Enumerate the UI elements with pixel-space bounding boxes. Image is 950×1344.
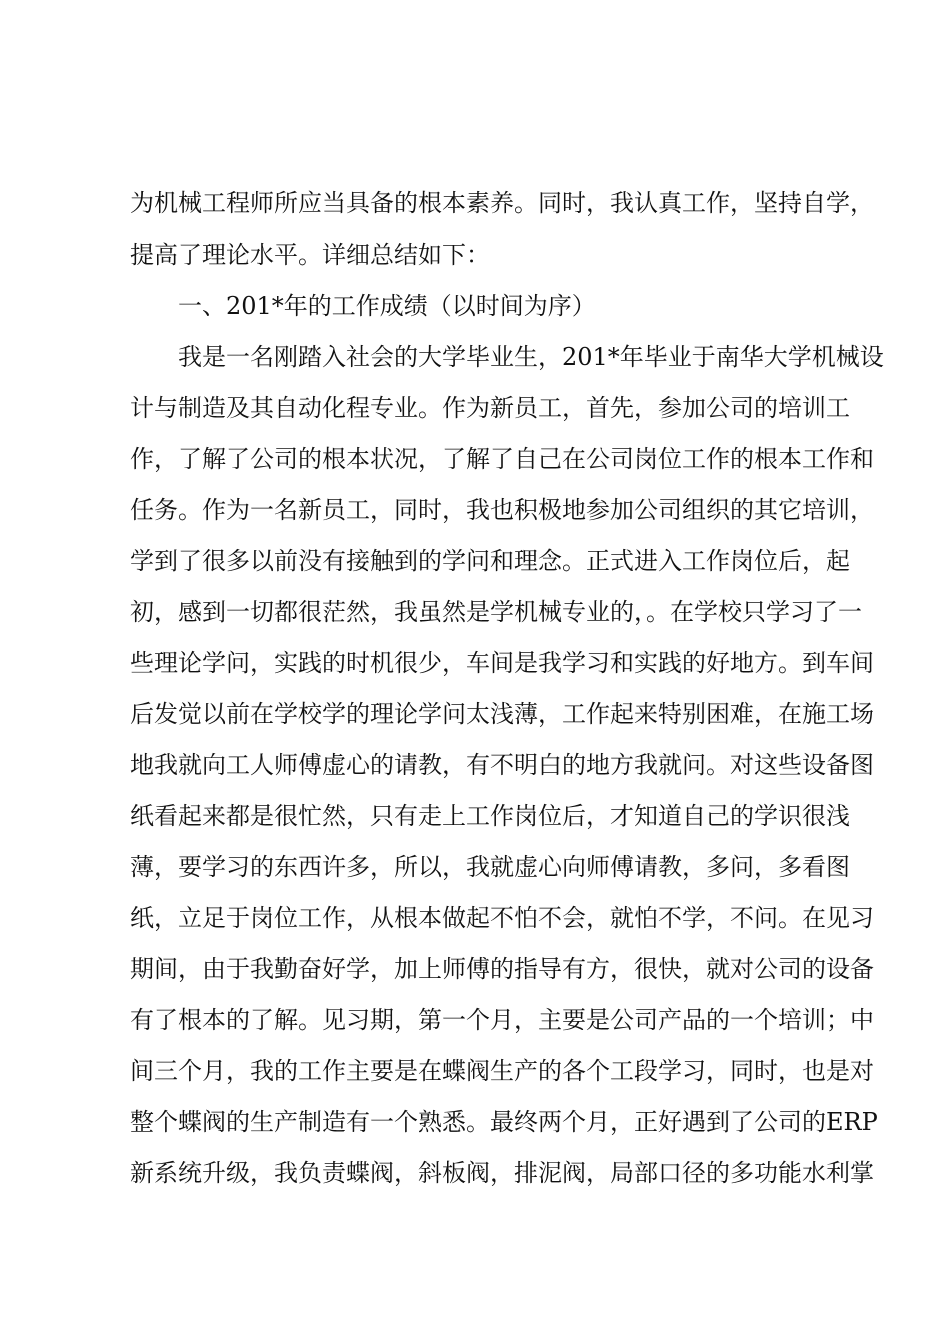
section-heading: 一、201*年的工作成绩（以时间为序） — [178, 292, 596, 320]
text-line: 纸，立足于岗位工作，从根本做起不怕不会，就怕不学，不问。在见习 — [130, 904, 874, 932]
text-line: 新系统升级，我负责蝶阀，斜板阀，排泥阀，局部口径的多功能水利掌 — [130, 1159, 874, 1187]
text-line: 薄，要学习的东西许多，所以，我就虚心向师傅请教，多问，多看图 — [130, 853, 850, 881]
text-line: 些理论学问，实践的时机很少，车间是我学习和实践的好地方。到车间 — [130, 649, 874, 677]
text-line: 为机械工程师所应当具备的根本素养。同时，我认真工作，坚持自学， — [130, 189, 874, 217]
text-line: 纸看起来都是很忙然，只有走上工作岗位后，才知道自己的学识很浅 — [130, 802, 850, 830]
text-line: 期间，由于我勤奋好学，加上师傅的指导有方，很快，就对公司的设备 — [130, 955, 874, 983]
text-line: 任务。作为一名新员工，同时，我也积极地参加公司组织的其它培训， — [130, 496, 874, 524]
text-line: 有了根本的了解。见习期，第一个月，主要是公司产品的一个培训；中 — [130, 1006, 874, 1034]
paragraph-first-line: 我是一名刚踏入社会的大学毕业生，201*年毕业于南华大学机械设 — [178, 343, 884, 371]
text-line: 初，感到一切都很茫然，我虽然是学机械专业的，。在学校只学习了一 — [130, 598, 862, 626]
text-line: 作，了解了公司的根本状况，了解了自己在公司岗位工作的根本工作和 — [130, 445, 874, 473]
text-line: 整个蝶阀的生产制造有一个熟悉。最终两个月，正好遇到了公司的ERP — [130, 1108, 878, 1136]
text-line: 地我就向工人师傅虚心的请教，有不明白的地方我就问。对这些设备图 — [130, 751, 874, 779]
text-line: 学到了很多以前没有接触到的学问和理念。正式进入工作岗位后，起 — [130, 547, 850, 575]
text-line: 后发觉以前在学校学的理论学问太浅薄，工作起来特别困难，在施工场 — [130, 700, 874, 728]
text-line: 间三个月，我的工作主要是在蝶阀生产的各个工段学习，同时，也是对 — [130, 1057, 874, 1085]
text-line: 计与制造及其自动化程专业。作为新员工，首先，参加公司的培训工 — [130, 394, 850, 422]
text-line: 提高了理论水平。详细总结如下： — [130, 241, 490, 269]
